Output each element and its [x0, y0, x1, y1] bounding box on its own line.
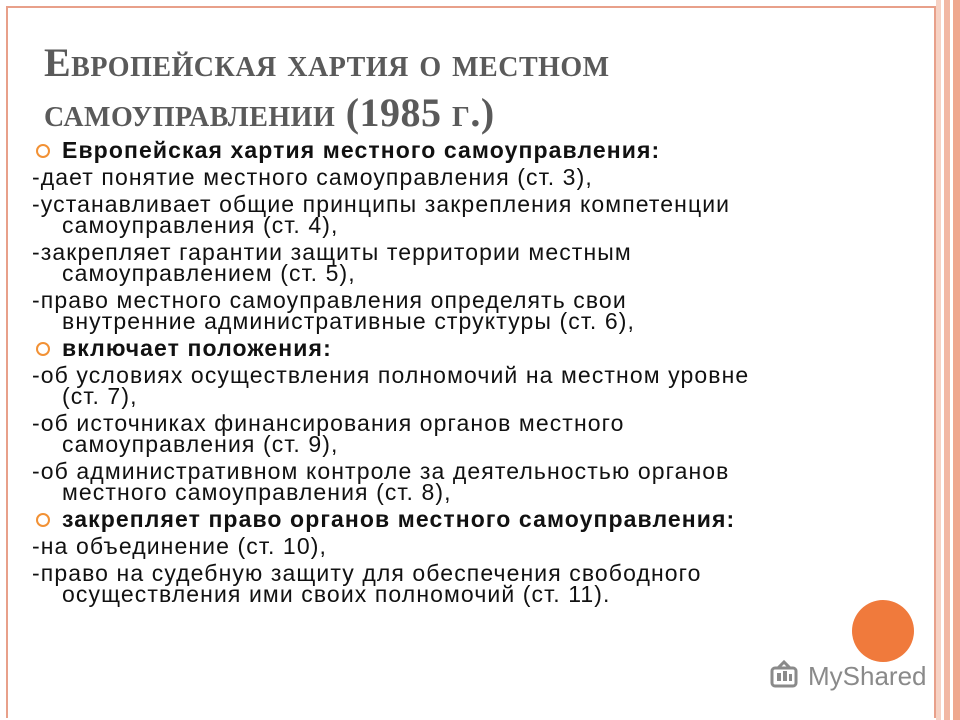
- list-item: [32, 164, 912, 190]
- decorative-stripes: [936, 0, 960, 720]
- watermark-text: MyShared: [808, 660, 927, 691]
- item-text: -об административном контроле за деятельностью органов: [32, 458, 730, 484]
- title-line-2: самоуправлении (1985 г.): [44, 90, 495, 135]
- item-text: -об источниках финансирования органов местного: [32, 410, 625, 436]
- list-item: [32, 533, 912, 559]
- item-text: -закрепляет гарантии защиты территории местным: [32, 239, 632, 265]
- bullet-text: включает положения:: [62, 335, 332, 361]
- item-text: -устанавливает общие принципы закрепления компетенции: [32, 191, 731, 217]
- decorative-orange-circle: [852, 600, 914, 662]
- bullet-text: Европейская хартия местного самоуправления:: [62, 137, 661, 163]
- list-item: [32, 560, 912, 607]
- list-item: [32, 239, 912, 286]
- item-text-continuation: самоуправления (ст. 9),: [62, 431, 339, 457]
- item-text: -право местного самоуправления определять свои: [32, 287, 627, 313]
- slide-content: [32, 137, 912, 607]
- bullet-text: закрепляет право органов местного самоуправления:: [62, 506, 736, 532]
- item-text: -право на судебную защиту для обеспечения свободного: [32, 560, 702, 586]
- ring-bullet-icon: [36, 513, 50, 527]
- bullet-heading-1: [32, 137, 912, 163]
- item-text-continuation: внутренние административные структуры (ст. 6),: [62, 308, 636, 334]
- ring-bullet-icon: [36, 144, 50, 158]
- item-text-continuation: самоуправления (ст. 4),: [62, 212, 339, 238]
- list-item: [32, 287, 912, 334]
- watermark: [768, 656, 927, 696]
- item-text: -на объединение (ст. 10),: [32, 533, 327, 559]
- ring-bullet-icon: [36, 342, 50, 356]
- item-text: -об условиях осуществления полномочий на местном уровне: [32, 362, 750, 388]
- item-text: -дает понятие местного самоуправления (ст. 3),: [32, 164, 593, 190]
- item-text-continuation: осуществления ими своих полномочий (ст. 11).: [62, 581, 611, 607]
- list-item: [32, 410, 912, 457]
- title-line-1: Европейская хартия о местном: [44, 40, 610, 85]
- list-item: [32, 458, 912, 505]
- list-item: [32, 362, 912, 409]
- item-text-continuation: местного самоуправления (ст. 8),: [62, 479, 452, 505]
- myshared-logo-icon: [768, 659, 802, 693]
- bullet-heading-3: [32, 506, 912, 532]
- item-text-continuation: самоуправлением (ст. 5),: [62, 260, 356, 286]
- item-text-continuation: (ст. 7),: [62, 383, 138, 409]
- bullet-heading-2: [32, 335, 912, 361]
- list-item: [32, 191, 912, 238]
- slide-title: [44, 38, 864, 138]
